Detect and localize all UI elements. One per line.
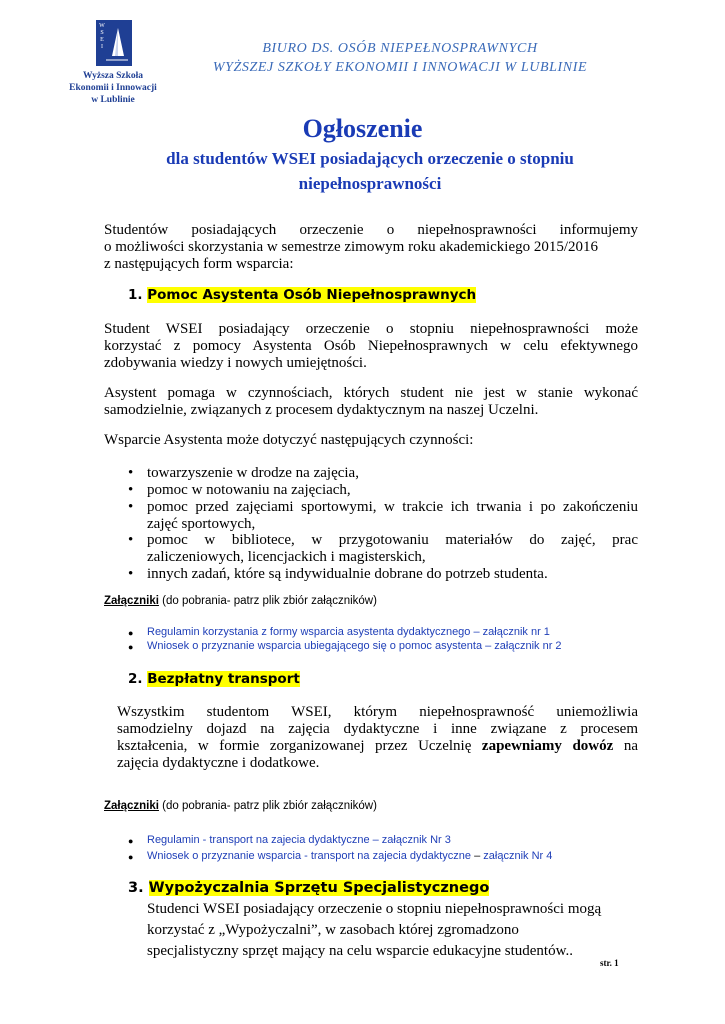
subtitle-line: niepełnosprawności: [298, 174, 442, 193]
paragraph-line: korzystać z „Wypożyczalni”, w zasobach której zgromadzono: [147, 922, 519, 938]
section-2-attachments-label: [104, 800, 377, 812]
list-item: towarzyszenie w drodze na zajęcia,: [147, 465, 359, 481]
list-item: pomoc w notowaniu na zajęciach,: [147, 482, 351, 498]
section-1-heading: [128, 287, 476, 303]
section-1-paragraph-2: [104, 385, 638, 419]
list-item: innych zadań, które są indywidualnie dobrane do potrzeb studenta.: [147, 566, 548, 582]
wsei-logo-icon: [96, 20, 132, 66]
attachment-link[interactable]: [147, 850, 552, 862]
paragraph-bold-text: zapewniamy dowóz: [481, 738, 614, 754]
section-1-number: 1.: [128, 287, 143, 303]
paragraph-line: korzystać z pomocy Asystenta Osób Niepełnosprawnych w celu efektywnego: [104, 338, 638, 354]
section-3-title: Wypożyczalnia Sprzętu Specjalistycznego: [148, 880, 490, 896]
page-subtitle: [110, 146, 630, 196]
paragraph-line: zajęcia dydaktyczne i dodatkowe.: [117, 755, 320, 771]
header-line-2: WYŻSZEJ SZKOŁY EKONOMII I INNOWACJI W LUBLINIE: [212, 60, 588, 75]
attachments-note: (do pobrania- patrz plik zbiór załączników): [158, 595, 377, 607]
paragraph-text: kształcenia, w formie zorganizowanej przez Uczelnię: [117, 738, 482, 754]
section-3-heading: [128, 880, 489, 896]
attachments-title: Załączniki: [104, 800, 159, 812]
attachment-text: załącznik Nr 4: [480, 850, 553, 862]
paragraph-line: Studenci WSEI posiadający orzeczenie o stopniu niepełnosprawności mogą: [147, 901, 602, 917]
attachments-note: (do pobrania- patrz plik zbiór załączników): [158, 800, 377, 812]
section-1-attachments-label: [104, 595, 377, 607]
list-item: [147, 499, 638, 533]
wsei-logo: [96, 20, 132, 66]
subtitle-line: dla studentów WSEI posiadających orzeczenie o stopniu: [166, 149, 574, 168]
logo-name-line: Ekonomii i Innowacji: [69, 83, 157, 93]
attachment-text: Wniosek o przyznanie wsparcia - transport na zajecia dydaktyczne: [147, 850, 475, 862]
logo-letter: I: [101, 44, 103, 50]
paragraph-line: zdobywania wiedzy i nowych umiejętności.: [104, 355, 367, 371]
section-1-title: Pomoc Asystenta Osób Niepełnosprawnych: [147, 287, 477, 303]
logo-letter: W: [99, 23, 105, 29]
page-title: Ogłoszenie: [302, 114, 423, 143]
logo-letter: S: [100, 30, 104, 36]
paragraph-line: specjalistyczny sprzęt mający na celu wsparcie edukacyjne studentów..: [147, 943, 573, 959]
section-2-title: Bezpłatny transport: [147, 671, 300, 687]
bullet-icon: ●: [128, 852, 134, 862]
paragraph-text: na: [613, 738, 638, 754]
header-line-1: BIURO DS. OSÓB NIEPEŁNOSPRAWNYCH: [262, 41, 538, 56]
intro-line: Studentów posiadających orzeczenie o niepełnosprawności informujemy: [104, 222, 638, 238]
bullet-icon: •: [128, 566, 134, 582]
attachment-link[interactable]: Regulamin korzystania z formy wsparcia asystenta dydaktycznego – załącznik nr 1: [147, 626, 550, 638]
logo-letter: E: [100, 37, 104, 43]
paragraph-line: Student WSEI posiadający orzeczenie o stopniu niepełnosprawności może: [104, 321, 638, 337]
bullet-icon: •: [128, 499, 134, 515]
attachment-dash: –: [474, 850, 481, 862]
section-2-paragraph: [117, 704, 638, 772]
paragraph-line: Asystent pomaga w czynnościach, których student nie jest w stanie wykonać: [104, 385, 638, 401]
section-2-heading: [128, 671, 300, 687]
intro-line: o możliwości skorzystania w semestrze zimowym roku akademickiego 2015/2016: [104, 239, 599, 255]
section-3-number: 3.: [128, 880, 144, 896]
list-item-line: zaliczeniowych, licencjackich i magisterskich,: [147, 549, 426, 565]
bullet-icon: ●: [128, 836, 134, 846]
list-item-line: pomoc w bibliotece, w przygotowaniu materiałów do zajęć, prac: [147, 532, 638, 548]
paragraph-line: [117, 738, 638, 755]
bullet-icon: ●: [128, 642, 134, 652]
bullet-icon: •: [128, 465, 134, 481]
list-item-line: zajęć sportowych,: [147, 516, 256, 532]
logo-name-line: w Lublinie: [91, 95, 135, 105]
section-3-paragraph: [147, 899, 638, 962]
bullet-icon: •: [128, 482, 134, 498]
attachments-title: Załączniki: [104, 595, 159, 607]
paragraph-line: Wszystkim studentom WSEI, którym niepełnosprawność uniemożliwia: [117, 704, 638, 720]
list-item: [147, 532, 638, 566]
section-1-paragraph-3: Wsparcie Asystenta może dotyczyć następujących czynności:: [104, 432, 474, 448]
intro-line: z następujących form wsparcia:: [104, 256, 294, 272]
logo-name-line: Wyższa Szkoła: [82, 71, 144, 81]
section-2-number: 2.: [128, 671, 143, 687]
bullet-icon: ●: [128, 628, 134, 638]
section-1-paragraph-1: [104, 321, 638, 372]
page-number: str. 1: [600, 958, 619, 968]
attachment-link[interactable]: Wniosek o przyznanie wsparcia ubiegającego się o pomoc asystenta – załącznik nr 2: [147, 640, 562, 652]
bullet-icon: •: [128, 532, 134, 548]
paragraph-line: samodzielnie, związanych z procesem dydaktycznym na naszej Uczelni.: [104, 402, 539, 418]
attachment-link[interactable]: Regulamin - transport na zajecia dydaktyczne – załącznik Nr 3: [147, 834, 451, 846]
paragraph-line: samodzielny dojazd na zajęcia dydaktyczne i inne związane z procesem: [117, 721, 638, 737]
list-item-line: pomoc przed zajęciami sportowymi, w trakcie ich trwania i po zakończeniu: [147, 499, 638, 515]
intro-paragraph: [104, 222, 638, 273]
